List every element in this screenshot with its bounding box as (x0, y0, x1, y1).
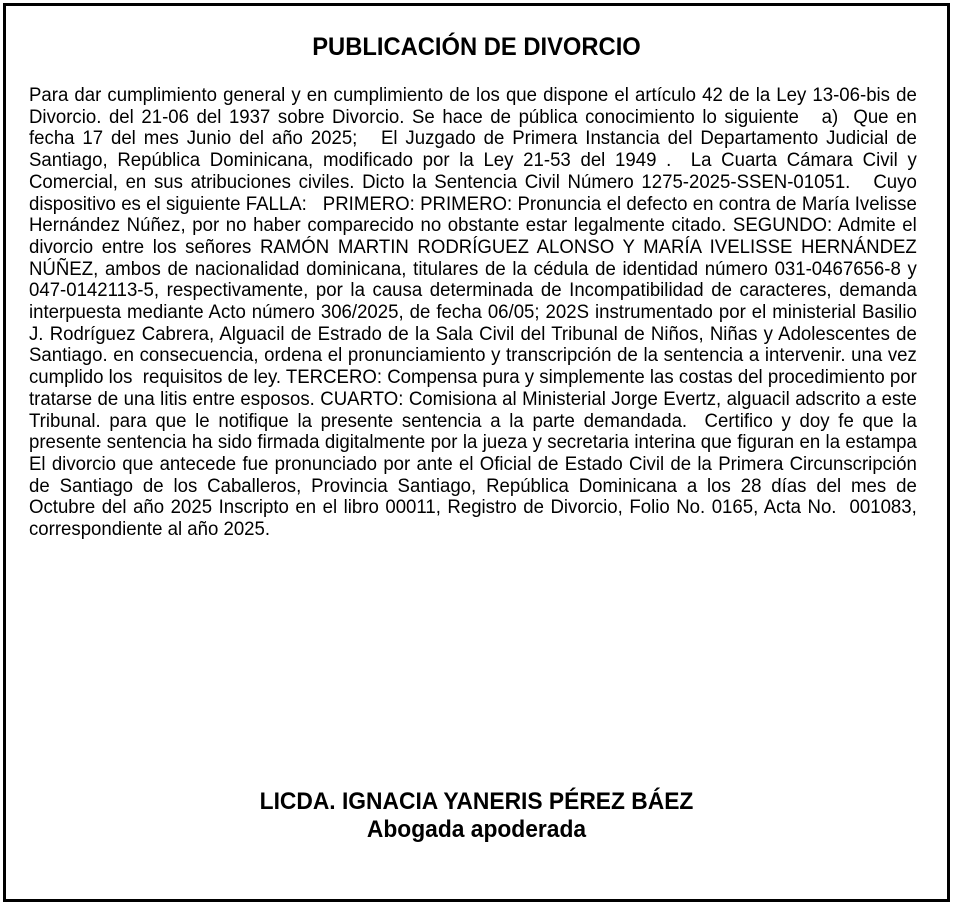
signatory-role: Abogada apoderada (366, 816, 587, 843)
signature-block (6, 788, 947, 844)
notice-body: Para dar cumplimiento general y en cumplimiento de los que dispone el artículo 42 de la Ley 13-06-bis de Divorcio. del 21-06 del 1937 sobre Divorcio. Se hace de pública conocimiento lo siguiente a) Que en fecha 17 del mes Junio del año 2025; El Juzgado de Primera Instancia del Departamento Judicial de Santiago, República Dominicana, modificado por la Ley 21-53 del 1949 . La Cuarta Cámara Civil y Comercial, en sus atribuciones civiles. Dicto la Sentencia Civil Número 1275-2025-SSEN-01051. Cuyo dispositivo es el siguiente FALLA: PRIMERO: PRIMERO: Pronuncia el defecto en contra de María Ivelisse Hernández Núñez, por no haber comparecido no obstante estar legalmente citado. SEGUNDO: Admite el divorcio entre los señores RAMÓN MARTIN RODRÍGUEZ ALONSO Y MARÍA IVELISSE HERNÁNDEZ NÚÑEZ, ambos de nacionalidad dominicana, titulares de la cédula de identidad número 031-0467656-8 y 047-0142113-5, respectivamente, por la causa determinada de Incompatibilidad de caracteres, demanda interpuesta mediante Acto número 306/2025, de fecha 06/05; 202S instrumentado por el ministerial Basilio J. Rodríguez Cabrera, Alguacil de Estrado de la Sala Civil del Tribunal de Niños, Niñas y Adolescentes de Santiago. en consecuencia, ordena el pronunciamiento y transcripción de la sentencia a intervenir. una vez cumplido los requisitos de ley. TERCERO: Compensa pura y simplemente las costas del procedimiento por tratarse de una litis entre esposos. CUARTO: Comisiona al Ministerial Jorge Evertz, alguacil adscrito a este Tribunal. para que le notifique la presente sentencia a la parte demandada. Certifico y doy fe que la presente sentencia ha sido firmada digitalmente por la jueza y secretaria interina que figuran en la estampa El divorcio que antecede fue pronunciado por ante el Oficial de Estado Civil de la Primera Circunscripción de Santiago de los Caballeros, Provincia Santiago, República Dominicana a los 28 días del mes de Octubre del año 2025 Inscripto en el libro 00011, Registro de Divorcio, Folio No. 0165, Acta No. 001083, correspondiente al año 2025. (29, 85, 938, 541)
notice-title: PUBLICACIÓN DE DIVORCIO (312, 33, 641, 61)
signatory-name: LICDA. IGNACIA YANERIS PÉREZ BÁEZ (259, 788, 694, 815)
divorce-notice (3, 3, 950, 902)
